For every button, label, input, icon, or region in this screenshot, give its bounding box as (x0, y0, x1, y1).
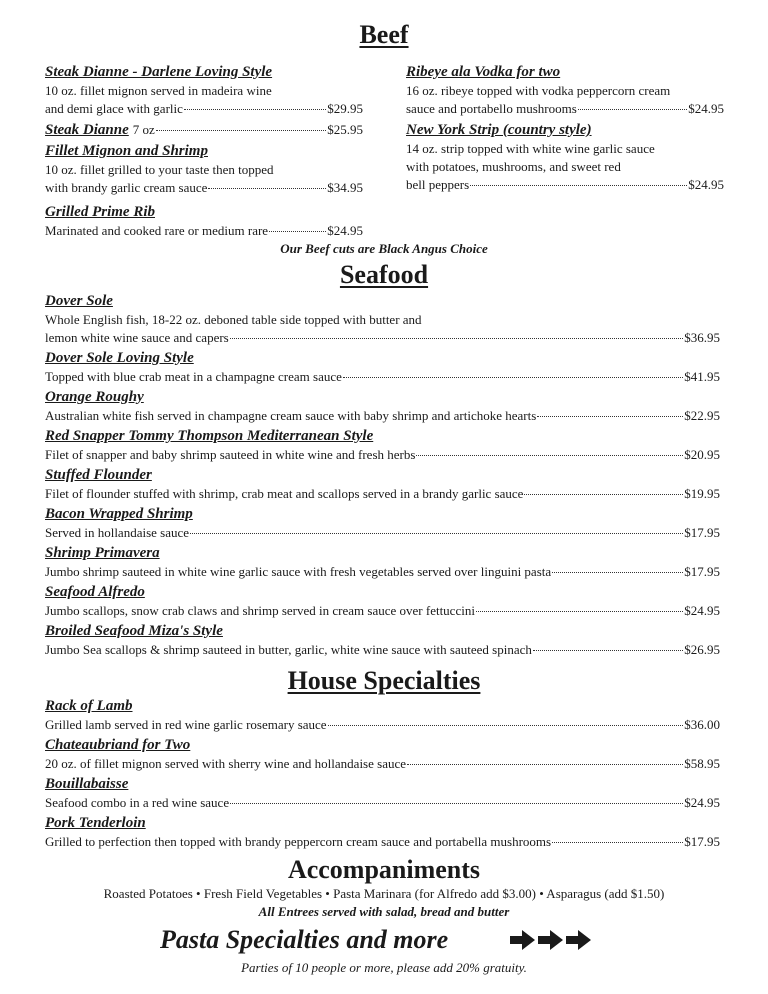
seafood-item-price: $41.95 (684, 369, 720, 384)
house-item-desc: Seafood combo in a red wine sauce (45, 795, 230, 810)
leader-dots (533, 650, 683, 651)
seafood-item-name: Red Snapper Tommy Thompson Mediterranean Style (45, 428, 374, 444)
beef-item-desc: with potatoes, mushrooms, and sweet red (406, 159, 621, 174)
seafood-item-name: Orange Roughy (45, 389, 144, 405)
leader-dots (524, 494, 683, 495)
beef-item-name: Fillet Mignon and Shrimp (45, 143, 208, 159)
leader-dots (184, 109, 326, 110)
leader-dots (552, 842, 683, 843)
seafood-item-price: $17.95 (684, 564, 720, 579)
leader-dots (156, 130, 326, 131)
house-item-name: Bouillabaisse (45, 776, 129, 792)
seafood-item-row (45, 368, 720, 386)
leader-dots (343, 377, 683, 378)
leader-dots (470, 185, 687, 186)
house-item-price: $17.95 (684, 834, 720, 849)
entrees-note: All Entrees served with salad, bread and butter (258, 904, 510, 919)
beef-item-desc: 10 oz. fillet grilled to your taste then topped (45, 162, 274, 177)
seafood-item-row (45, 602, 720, 620)
seafood-item-price: $17.95 (684, 525, 720, 540)
house-item-row (45, 833, 720, 851)
seafood-item-price: $24.95 (684, 603, 720, 618)
leader-dots (269, 231, 326, 232)
beef-item-name: New York Strip (country style) (406, 122, 592, 138)
beef-item-row (406, 176, 724, 194)
seafood-item-name: Shrimp Primavera (45, 545, 160, 561)
seafood-item-desc: Jumbo Sea scallops & shrimp sauteed in butter, garlic, white wine sauce with sauteed spinach (45, 642, 532, 657)
house-item-row (45, 794, 720, 812)
accompaniments-title: Accompaniments (287, 855, 481, 884)
beef-item-name: Steak Dianne - Darlene Loving Style (45, 64, 273, 80)
leader-dots (230, 803, 683, 804)
beef-note: Our Beef cuts are Black Angus Choice (280, 241, 488, 256)
seafood-item-name: Seafood Alfredo (45, 584, 145, 600)
seafood-item-name: Broiled Seafood Miza's Style (45, 623, 223, 639)
beef-item-row (45, 179, 363, 197)
beef-item-desc: sauce and portabello mushrooms (406, 101, 577, 116)
beef-item-row (45, 222, 363, 240)
seafood-item-name: Dover Sole (45, 293, 113, 309)
house-item-name: Pork Tenderloin (45, 815, 146, 831)
seafood-item-name: Dover Sole Loving Style (45, 350, 194, 366)
beef-item-desc: 16 oz. ribeye topped with vodka peppercorn cream (406, 83, 671, 98)
seafood-item-row (45, 446, 720, 464)
beef-item-row (406, 100, 724, 118)
accompaniments-list: Roasted Potatoes • Fresh Field Vegetables • Pasta Marinara (for Alfredo add $3.00) • Asparagus (add $1.50) (103, 886, 665, 901)
house-item-name: Rack of Lamb (45, 698, 133, 714)
leader-dots (578, 109, 687, 110)
beef-title: Beef (359, 20, 409, 49)
seafood-item-desc: Whole English fish, 18-22 oz. deboned table side topped with butter and (45, 312, 422, 327)
seafood-item-row (45, 563, 720, 581)
beef-item-desc: 10 oz. fillet mignon served in madeira wine (45, 83, 272, 98)
house-item-row (45, 755, 720, 773)
seafood-item-name: Stuffed Flounder (45, 467, 152, 483)
beef-item-price: $34.95 (327, 180, 363, 195)
seafood-item-price: $19.95 (684, 486, 720, 501)
beef-item-name: Steak Dianne (45, 122, 129, 138)
leader-dots (407, 764, 683, 765)
beef-item-desc: and demi glace with garlic (45, 101, 183, 116)
beef-item-name: Grilled Prime Rib (45, 204, 155, 220)
seafood-item-row (45, 329, 720, 347)
beef-item-desc: with brandy garlic cream sauce (45, 180, 208, 195)
house-item-row (45, 716, 720, 734)
house-item-price: $36.00 (684, 717, 720, 732)
leader-dots (208, 188, 326, 189)
seafood-item-row (45, 485, 720, 503)
leader-dots (476, 611, 683, 612)
right-arrow-icon (538, 929, 564, 951)
beef-item-name: Ribeye ala Vodka for two (406, 64, 561, 80)
right-arrow-icon (510, 929, 536, 951)
seafood-item-price: $22.95 (684, 408, 720, 423)
beef-item-price: $24.95 (688, 177, 724, 192)
house-item-desc: Grilled to perfection then topped with brandy peppercorn cream sauce and portabella mushrooms (45, 834, 552, 849)
seafood-item-desc: Australian white fish served in champagne cream sauce with baby shrimp and artichoke hearts (45, 408, 537, 423)
beef-item-price: $24.95 (688, 101, 724, 116)
beef-item-desc: Marinated and cooked rare or medium rare (45, 223, 269, 238)
house-item-price: $58.95 (684, 756, 720, 771)
beef-item-price: $29.95 (327, 101, 363, 116)
seafood-item-desc: Topped with blue crab meat in a champagne cream sauce (45, 369, 342, 384)
house-item-name: Chateaubriand for Two (45, 737, 191, 753)
seafood-item-desc: Filet of snapper and baby shrimp sauteed in white wine and fresh herbs (45, 447, 416, 462)
house-title: House Specialties (287, 666, 481, 695)
arrows-group (510, 929, 592, 951)
beef-item-size: 7 oz (132, 122, 155, 137)
leader-dots (537, 416, 683, 417)
leader-dots (416, 455, 683, 456)
seafood-item-price: $20.95 (684, 447, 720, 462)
seafood-title: Seafood (339, 260, 429, 289)
beef-item-price: $24.95 (327, 223, 363, 238)
seafood-item-row (45, 641, 720, 659)
house-item-desc: 20 oz. of fillet mignon served with sherry wine and hollandaise sauce (45, 756, 407, 771)
pasta-specialties-title: Pasta Specialties and more (160, 925, 449, 954)
leader-dots (190, 533, 683, 534)
seafood-item-row (45, 524, 720, 542)
leader-dots (230, 338, 684, 339)
leader-dots (328, 725, 684, 726)
seafood-item-desc: Jumbo scallops, snow crab claws and shrimp served in cream sauce over fettuccini (45, 603, 475, 618)
seafood-item-price: $26.95 (684, 642, 720, 657)
seafood-item-desc: Filet of flounder stuffed with shrimp, crab meat and scallops served in a brandy garlic sauce (45, 486, 524, 501)
seafood-item-desc: Served in hollandaise sauce (45, 525, 190, 540)
seafood-item-name: Bacon Wrapped Shrimp (45, 506, 193, 522)
house-item-price: $24.95 (684, 795, 720, 810)
beef-item-row (45, 100, 363, 118)
leader-dots (552, 572, 683, 573)
beef-item-desc: 14 oz. strip topped with white wine garlic sauce (406, 141, 655, 156)
seafood-item-desc: lemon white wine sauce and capers (45, 330, 229, 345)
seafood-item-desc: Jumbo shrimp sauteed in white wine garlic sauce with fresh vegetables served over linguini pasta (45, 564, 552, 579)
gratuity-note: Parties of 10 people or more, please add 20% gratuity. (241, 960, 527, 975)
seafood-item-row (45, 407, 720, 425)
seafood-item-price: $36.95 (684, 330, 720, 345)
beef-item-price: $25.95 (327, 122, 363, 137)
beef-item-desc: bell peppers (406, 177, 470, 192)
right-arrow-icon (566, 929, 592, 951)
house-item-desc: Grilled lamb served in red wine garlic rosemary sauce (45, 717, 327, 732)
beef-item-row (45, 121, 363, 139)
